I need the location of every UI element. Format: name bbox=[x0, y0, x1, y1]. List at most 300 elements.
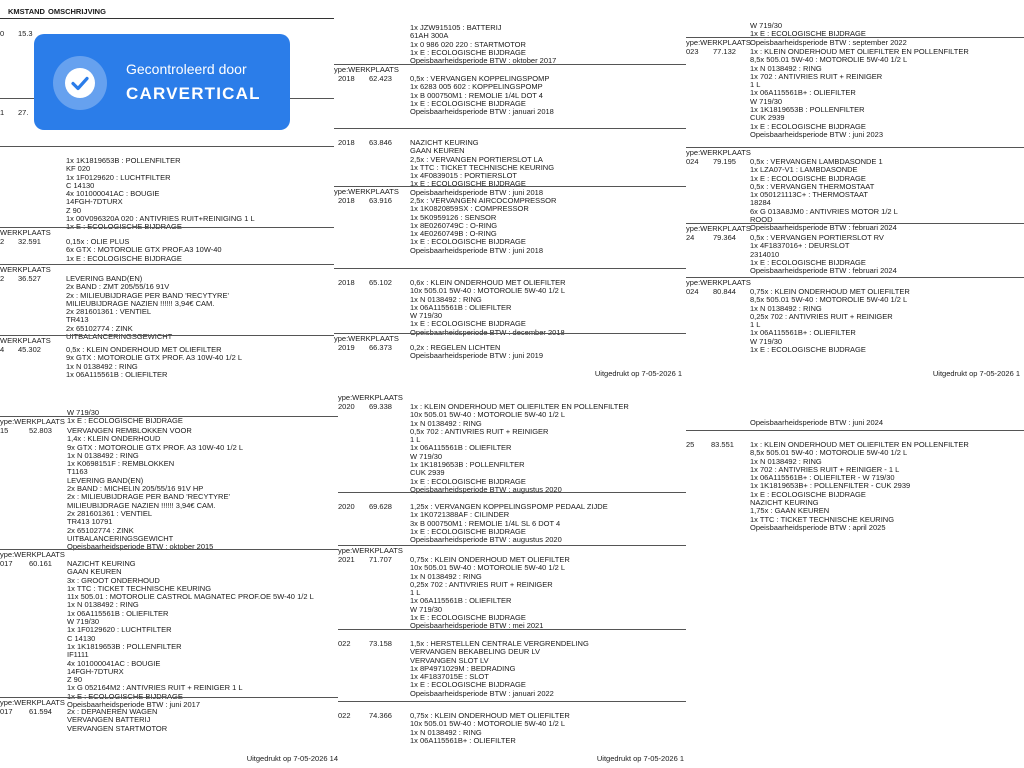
service-entry bbox=[0, 264, 334, 341]
description-line: 1x 8P4971029M : BEDRADING bbox=[410, 663, 516, 673]
description-line: 1x 6283 005 602 : KOPPELINGSPOMP bbox=[410, 82, 543, 92]
description-line: 6x G 013A8JM0 : ANTIVRIES MOTOR 1/2 L bbox=[750, 206, 898, 216]
description-line: Opeisbaarheidsperiode BTW : oktober 2015 bbox=[67, 542, 214, 552]
entry-type: WERKPLAATS bbox=[0, 265, 51, 274]
description-line: Z 90 bbox=[67, 675, 83, 685]
description-line: 1x 06A115561B : OLIEFILTER bbox=[67, 608, 169, 618]
description-line: Opeisbaarheidsperiode BTW : februari 2024 bbox=[750, 266, 897, 276]
service-entry bbox=[338, 545, 688, 631]
entry-type: ype:WERKPLAATS bbox=[338, 546, 403, 555]
description-line: 1x 050121113C+ : THERMOSTAAT bbox=[750, 190, 868, 200]
entry-year: 017 bbox=[0, 707, 13, 716]
description-line: UITBALANCERINGSGEWICHT bbox=[67, 533, 174, 543]
description-line: NAZICHT KEURING bbox=[410, 138, 479, 147]
description-line: 1x 702 : ANTIVRIES RUIT + REINIGER bbox=[750, 71, 883, 81]
description-line: 1x E : ECOLOGISCHE BIJDRAGE bbox=[410, 319, 526, 329]
service-entry bbox=[686, 409, 1024, 427]
description-line: IF1111 bbox=[67, 650, 89, 660]
entry-type: ype:WERKPLAATS bbox=[0, 698, 65, 707]
carvertical-verified-badge bbox=[34, 34, 290, 130]
description-line: 0,75x : KLEIN ONDERHOUD MET OLIEFILTER bbox=[750, 287, 910, 296]
entry-km: 79.195 bbox=[713, 157, 736, 166]
description-line: 1x 1F0129620 : LUCHTFILTER bbox=[66, 172, 171, 182]
description-line: Opeisbaarheidsperiode BTW : juni 2024 bbox=[750, 418, 883, 427]
description-line: 0,5x : VERVANGEN KOPPELINGSPOMP bbox=[410, 74, 550, 83]
entry-type: ype:WERKPLAATS bbox=[334, 187, 399, 196]
description-line: Opeisbaarheidsperiode BTW : januari 2018 bbox=[410, 107, 554, 117]
description-line: 1x 4F1837015E : SLOT bbox=[410, 672, 489, 682]
entry-description bbox=[67, 427, 342, 551]
description-line: 1x E : ECOLOGISCHE BIJDRAGE bbox=[410, 476, 526, 486]
entry-year: 4 bbox=[0, 345, 5, 354]
description-line: 2,5x : VERVANGEN AIRCOCOMPRESSOR bbox=[410, 196, 557, 205]
entry-description bbox=[750, 48, 1024, 139]
entry-km: 61.594 bbox=[29, 707, 52, 716]
description-line: 1x N 0138492 : RING bbox=[410, 294, 482, 304]
print-footer: Uitgedrukt op 7-05-2026 1 bbox=[594, 368, 682, 378]
entry-type: ype:WERKPLAATS bbox=[686, 148, 751, 157]
description-line: 10x 505.01 5W-40 : MOTOROLIE 5W-40 1/2 L bbox=[410, 410, 566, 420]
description-line: MILIEUBIJDRAGE NAZIEN !!!!!! 3,94€ CAM. bbox=[67, 500, 216, 510]
entry-description bbox=[67, 560, 342, 709]
description-line: 1x 1K1819653B+ : POLLENFILTER - CUK 2939 bbox=[750, 481, 911, 491]
entry-year: 017 bbox=[0, 559, 13, 568]
entry-type bbox=[686, 12, 1024, 22]
description-line: 1x 1K1819653B : POLLENFILTER bbox=[67, 641, 182, 651]
description-line: 1x 4F0839015 : PORTIERSLOT bbox=[410, 171, 517, 181]
description-line: 3x : GROOT ONDERHOUD bbox=[67, 575, 160, 585]
description-line: C 14130 bbox=[66, 180, 95, 190]
entry-km: 60.161 bbox=[29, 559, 52, 568]
entry-km: 36.527 bbox=[18, 274, 41, 283]
description-line: CUK 2939 bbox=[750, 113, 785, 123]
entry-description bbox=[410, 197, 686, 255]
entry-year: 024 bbox=[686, 157, 699, 166]
description-line: VERVANGEN BEKABELING DEUR LV bbox=[410, 647, 541, 657]
description-line: 1x 06A115561B+ : OLIEFILTER bbox=[750, 88, 856, 98]
description-line: 0,75x : KLEIN ONDERHOUD MET OLIEFILTER bbox=[410, 711, 570, 720]
description-line: 1x N 0138492 : RING bbox=[750, 456, 822, 466]
entry-year: 022 bbox=[338, 639, 351, 648]
description-line: GAAN KEUREN bbox=[67, 567, 122, 577]
description-line: 1x B 000750M1 : REMOLIE 1/4L DOT 4 bbox=[410, 90, 543, 100]
entry-km: 45.302 bbox=[18, 345, 41, 354]
entry-type: ype:WERKPLAATS bbox=[334, 334, 399, 343]
description-line: KF 020 bbox=[66, 164, 91, 174]
description-line: W 719/30 bbox=[410, 451, 443, 461]
description-line: 1x E : ECOLOGISCHE BIJDRAGE bbox=[750, 173, 866, 183]
description-line: 1x E : ECOLOGISCHE BIJDRAGE bbox=[410, 179, 526, 189]
description-line: Opeisbaarheidsperiode BTW : augustus 2020 bbox=[410, 484, 562, 494]
description-line: LEVERING BAND(EN) bbox=[67, 475, 144, 485]
description-line: 1x 0 986 020 220 : STARTMOTOR bbox=[410, 39, 526, 49]
description-line: 1 L bbox=[750, 320, 761, 330]
description-line: 1x JZW915105 : BATTERIJ bbox=[410, 23, 502, 32]
entry-description bbox=[66, 346, 334, 379]
entry-type bbox=[0, 20, 334, 30]
entry-km: 74.366 bbox=[369, 711, 392, 720]
description-line: 9x GTX : MOTOROLIE GTX PROF. A3 10W-40 1/2 L bbox=[67, 442, 244, 452]
entry-description bbox=[410, 640, 688, 698]
description-line: 1x 5K0959126 : SENSOR bbox=[410, 212, 497, 222]
description-line: W 719/30 bbox=[410, 604, 443, 614]
description-line: 3x B 000750M1 : REMOLIE 1/4L SL 6 DOT 4 bbox=[410, 518, 561, 528]
description-line: 1x E : ECOLOGISCHE BIJDRAGE bbox=[67, 691, 183, 701]
service-entry bbox=[0, 697, 342, 733]
description-line: 1x 1K1819653B : POLLENFILTER bbox=[750, 105, 865, 115]
entry-type: ype:WERKPLAATS bbox=[0, 417, 65, 426]
entry-km: 69.628 bbox=[369, 502, 392, 511]
entry-type bbox=[334, 14, 686, 24]
description-line: TR413 10791 bbox=[67, 517, 113, 527]
entry-year: 2020 bbox=[338, 502, 355, 511]
description-line: 0,2x : REGELEN LICHTEN bbox=[410, 343, 501, 352]
description-line: NAZICHT KEURING bbox=[750, 498, 819, 508]
description-line: CUK 2939 bbox=[410, 468, 445, 478]
description-line: 1x E : ECOLOGISCHE BIJDRAGE bbox=[410, 237, 526, 247]
description-line: 2x : DEPANEREN WAGEN bbox=[67, 707, 158, 716]
description-line: 1x 1K1819653B : POLLENFILTER bbox=[410, 460, 525, 470]
description-line: 0,5x : VERVANGEN PORTIERSLOT RV bbox=[750, 233, 884, 242]
description-line: 10x 505.01 5W-40 : MOTOROLIE 5W-40 1/2 L bbox=[410, 286, 566, 296]
entry-km: 63.846 bbox=[369, 138, 392, 147]
description-line: Opeisbaarheidsperiode BTW : december 2018 bbox=[410, 327, 565, 337]
service-entry bbox=[686, 277, 1024, 354]
invoice-page-5 bbox=[338, 393, 688, 768]
service-entry bbox=[338, 492, 688, 544]
description-line: 9x GTX : MOTOROLIE GTX PROF. A3 10W-40 1/2 L bbox=[66, 353, 243, 363]
description-line: Opeisbaarheidsperiode BTW : mei 2021 bbox=[410, 621, 544, 631]
invoice-page-6 bbox=[686, 393, 1024, 768]
entry-description bbox=[66, 157, 334, 232]
description-line: Opeisbaarheidsperiode BTW : augustus 2020 bbox=[410, 535, 562, 545]
description-line: 1x TTC : TICKET TECHNISCHE KEURING bbox=[750, 514, 895, 524]
service-entry bbox=[686, 223, 1024, 275]
description-line: 1x E : ECOLOGISCHE BIJDRAGE bbox=[750, 121, 866, 131]
description-line: 11x 505.01 : MOTOROLIE CASTROL MAGNATEC PROF.OE 5W-40 1/2 L bbox=[67, 592, 314, 602]
print-footer: Uitgedrukt op 7-05-2026 1 bbox=[596, 753, 684, 763]
entry-type: WERKPLAATS bbox=[0, 228, 51, 237]
description-line: 1x 1K0820859SX : COMPRESSOR bbox=[410, 204, 529, 214]
entry-description bbox=[750, 234, 1024, 275]
description-line: 1,5x : HERSTELLEN CENTRALE VERGRENDELING bbox=[410, 639, 589, 648]
print-footer: Uitgedrukt op 7-05-2026 1 bbox=[932, 368, 1020, 378]
entry-year: 2018 bbox=[338, 278, 355, 287]
description-line: 10x 505.01 5W-40 : MOTOROLIE 5W-40 1/2 L bbox=[410, 719, 566, 729]
entry-description bbox=[410, 556, 688, 631]
description-line: TR413 bbox=[66, 315, 89, 325]
description-line: 2x : MILIEUBIJDRAGE PER BAND 'RECYTYRE' bbox=[67, 492, 230, 502]
entry-km: 52.803 bbox=[29, 426, 52, 435]
entry-description bbox=[410, 503, 688, 544]
entry-year: 2018 bbox=[338, 138, 355, 147]
description-line: VERVANGEN BATTERIJ bbox=[67, 715, 151, 725]
entry-km: 73.158 bbox=[369, 639, 392, 648]
entry-description bbox=[410, 24, 686, 65]
description-line: 1x 06A115561B : OLIEFILTER bbox=[410, 596, 512, 606]
description-line: 8,5x 505.01 5W-40 : MOTOROLIE 5W-40 1/2 L bbox=[750, 448, 908, 458]
description-line: 2x : MILIEUBIJDRAGE PER BAND 'RECYTYRE' bbox=[66, 290, 229, 300]
description-line: 1x : KLEIN ONDERHOUD MET OLIEFILTER EN POLLENFILTER bbox=[750, 47, 969, 56]
description-line: 2314010 bbox=[750, 249, 780, 259]
entry-description bbox=[410, 279, 686, 337]
description-line: 1 L bbox=[410, 588, 421, 598]
description-line: Opeisbaarheidsperiode BTW : april 2025 bbox=[750, 522, 886, 532]
description-line: 1x 4E0260749B : O-RING bbox=[410, 229, 497, 239]
description-line: 1x E : ECOLOGISCHE BIJDRAGE bbox=[67, 416, 183, 426]
entry-year: 0 bbox=[0, 29, 5, 38]
description-line: 1x 4F1837016+ : DEURSLOT bbox=[750, 241, 850, 251]
entry-year: 023 bbox=[686, 47, 699, 56]
entry-km: 83.551 bbox=[711, 440, 734, 449]
service-entry bbox=[0, 332, 334, 379]
description-line: 1 L bbox=[750, 80, 761, 90]
entry-year: 2018 bbox=[338, 74, 355, 83]
invoice-page-4 bbox=[0, 393, 342, 768]
description-line: 0,5x 702 : ANTIVRIES RUIT + REINIGER bbox=[410, 426, 549, 436]
entry-type: ype:WERKPLAATS bbox=[686, 278, 751, 287]
description-line: 2x 65102774 : ZINK bbox=[67, 525, 134, 535]
entry-year: 022 bbox=[338, 711, 351, 720]
service-entry bbox=[338, 393, 688, 494]
description-line: 2x 281601361 : VENTIEL bbox=[67, 508, 153, 518]
description-line: 1x TTC : TICKET TECHNISCHE KEURING bbox=[410, 162, 555, 172]
entry-description bbox=[410, 712, 688, 745]
description-line: 2x BAND : MICHELIN 205/55/16 91V HP bbox=[67, 484, 204, 494]
description-line: 1x 8E0260749C : O-RING bbox=[410, 220, 498, 230]
description-line: ROOD bbox=[750, 215, 773, 225]
service-entry bbox=[334, 64, 686, 116]
description-line: 14FGH-7DTURX bbox=[66, 197, 123, 207]
description-line: 4x 101000041AC : BOUGIE bbox=[66, 189, 160, 199]
entry-year: 2 bbox=[0, 274, 5, 283]
description-line: 1x E : ECOLOGISCHE BIJDRAGE bbox=[750, 489, 866, 499]
print-footer: Uitgedrukt op 7-05-2026 14 bbox=[246, 753, 338, 763]
description-line: 1x N 0138492 : RING bbox=[67, 450, 139, 460]
description-line: Z 90 bbox=[66, 205, 82, 215]
entry-description bbox=[750, 158, 1024, 233]
entry-type: ype:WERKPLAATS bbox=[686, 38, 751, 47]
description-line: 2,5x : VERVANGEN PORTIERSLOT LA bbox=[410, 154, 543, 164]
service-entry bbox=[338, 629, 688, 698]
entry-year: 2 bbox=[0, 237, 5, 246]
entry-type: ype:WERKPLAATS bbox=[334, 65, 399, 74]
entry-description bbox=[410, 75, 686, 116]
description-line: UITBALANCERINGSGEWICHT bbox=[66, 332, 173, 342]
description-line: 1x E : ECOLOGISCHE BIJDRAGE bbox=[750, 345, 866, 355]
description-line: 1x E : ECOLOGISCHE BIJDRAGE bbox=[66, 253, 182, 263]
entry-km: 77.132 bbox=[713, 47, 736, 56]
description-line: 1x N 0138492 : RING bbox=[410, 571, 482, 581]
service-entry bbox=[0, 549, 342, 709]
description-line: Opeisbaarheidsperiode BTW : juni 2018 bbox=[410, 187, 543, 197]
description-line: 1x E : ECOLOGISCHE BIJDRAGE bbox=[66, 222, 182, 232]
description-line: MILIEUBIJDRAGE NAZIEN !!!!!! 3,94€ CAM. bbox=[66, 298, 215, 308]
description-line: 1x E : ECOLOGISCHE BIJDRAGE bbox=[410, 613, 526, 623]
service-entry bbox=[0, 20, 334, 38]
entry-description bbox=[750, 419, 1024, 427]
description-line: 61AH 300A bbox=[410, 31, 449, 41]
description-line: 1x N 0138492 : RING bbox=[410, 418, 482, 428]
service-entry bbox=[0, 227, 334, 263]
description-line: 10x 505.01 5W-40 : MOTOROLIE 5W-40 1/2 L bbox=[410, 563, 566, 573]
description-line: Opeisbaarheidsperiode BTW : september 2022 bbox=[750, 37, 907, 47]
description-line: 0,25x 702 : ANTIVRIES RUIT + REINIGER bbox=[410, 579, 553, 589]
entry-km: 66.373 bbox=[369, 343, 392, 352]
entry-year: 2019 bbox=[338, 343, 355, 352]
description-line: 0,5x : VERVANGEN LAMBDASONDE 1 bbox=[750, 157, 883, 166]
description-line: 0,25x 702 : ANTIVRIES RUIT + REINIGER bbox=[750, 311, 893, 321]
description-line: 1x N 0138492 : RING bbox=[750, 63, 822, 73]
badge-verified-text: Gecontroleerd door bbox=[126, 61, 247, 77]
service-entry bbox=[686, 37, 1024, 139]
invoice-page-3 bbox=[686, 0, 1024, 383]
description-line: W 719/30 bbox=[750, 21, 783, 30]
description-line: 1x : KLEIN ONDERHOUD MET OLIEFILTER EN POLLENFILTER bbox=[410, 402, 629, 411]
description-line: 1x N 0138492 : RING bbox=[410, 727, 482, 737]
entry-km: 80.844 bbox=[713, 287, 736, 296]
entry-year: 2018 bbox=[338, 196, 355, 205]
description-line: 8,5x 505.01 5W-40 : MOTOROLIE 5W-40 1/2 L bbox=[750, 55, 908, 65]
invoice-page-2 bbox=[334, 0, 686, 383]
description-line: 1,25x : VERVANGEN KOPPELINGSPOMP PEDAAL ZIJDE bbox=[410, 502, 608, 511]
description-line: 8,5x 505.01 5W-40 : MOTOROLIE 5W-40 1/2 L bbox=[750, 295, 908, 305]
entry-description bbox=[750, 288, 1024, 354]
entry-type: ype:WERKPLAATS bbox=[686, 224, 751, 233]
description-line: Opeisbaarheidsperiode BTW : juni 2019 bbox=[410, 351, 543, 361]
check-circle-icon bbox=[53, 56, 107, 110]
description-line: 1x N 0138492 : RING bbox=[67, 600, 139, 610]
description-line: LEVERING BAND(EN) bbox=[66, 274, 143, 283]
description-line: 1x N 0138492 : RING bbox=[66, 361, 138, 371]
entry-description bbox=[67, 708, 342, 733]
entry-km: 65.102 bbox=[369, 278, 392, 287]
description-line: 2x BAND : ZMT 205/55/16 91V bbox=[66, 282, 170, 292]
description-line: 0,15x : OLIE PLUS bbox=[66, 237, 130, 246]
description-line: 1x E : ECOLOGISCHE BIJDRAGE bbox=[410, 526, 526, 536]
description-line: GAAN KEUREN bbox=[410, 146, 465, 156]
description-line: 1x 06A115561B : OLIEFILTER bbox=[410, 443, 512, 453]
description-line: Opeisbaarheidsperiode BTW : juni 2023 bbox=[750, 129, 883, 139]
entry-km: 71.707 bbox=[369, 555, 392, 564]
description-line: 1x E : ECOLOGISCHE BIJDRAGE bbox=[410, 98, 526, 108]
entry-km: 69.338 bbox=[369, 402, 392, 411]
service-entry bbox=[334, 333, 686, 361]
entry-description bbox=[66, 238, 334, 263]
header-km: KMSTAND bbox=[8, 7, 45, 16]
description-line: 1x E : ECOLOGISCHE BIJDRAGE bbox=[410, 47, 526, 57]
description-line: 1x G 052164M2 : ANTIVRIES RUIT + REINIGER 1 L bbox=[67, 683, 243, 693]
table-header bbox=[0, 0, 334, 19]
entry-description bbox=[750, 441, 1024, 532]
service-entry bbox=[686, 147, 1024, 233]
description-line: 2x 65102774 : ZINK bbox=[66, 323, 133, 333]
entry-year: 2021 bbox=[338, 555, 355, 564]
description-line: 0,5x : KLEIN ONDERHOUD MET OLIEFILTER bbox=[66, 345, 222, 354]
description-line: W 719/30 bbox=[750, 96, 783, 106]
description-line: 1x E : ECOLOGISCHE BIJDRAGE bbox=[750, 29, 866, 39]
entry-description bbox=[410, 403, 688, 494]
description-line: W 719/30 bbox=[410, 311, 443, 321]
description-line: 1,75x : GAAN KEUREN bbox=[750, 506, 830, 516]
description-line: Opeisbaarheidsperiode BTW : februari 2024 bbox=[750, 223, 897, 233]
entry-km: 63.916 bbox=[369, 196, 392, 205]
description-line: C 14130 bbox=[67, 633, 96, 643]
description-line: Opeisbaarheidsperiode BTW : oktober 2017 bbox=[410, 56, 557, 66]
description-line: 0,6x : KLEIN ONDERHOUD MET OLIEFILTER bbox=[410, 278, 566, 287]
description-line: 2x 281601361 : VENTIEL bbox=[66, 307, 152, 317]
description-line: 1x 1K1819653B : POLLENFILTER bbox=[66, 156, 181, 165]
description-line: 1x N 0138492 : RING bbox=[750, 303, 822, 313]
description-line: 1x : KLEIN ONDERHOUD MET OLIEFILTER EN POLLENFILTER bbox=[750, 440, 969, 449]
service-entry bbox=[0, 416, 342, 551]
description-line: 1x 06A115561B : OLIEFILTER bbox=[410, 302, 512, 312]
description-line: 1,4x : KLEIN ONDERHOUD bbox=[67, 434, 161, 444]
service-entry bbox=[0, 146, 334, 232]
description-line: W 719/30 bbox=[67, 408, 100, 417]
description-line: VERVANGEN STARTMOTOR bbox=[67, 723, 168, 733]
service-entry bbox=[334, 14, 686, 65]
service-entry bbox=[686, 430, 1024, 532]
entry-type: ype:WERKPLAATS bbox=[0, 550, 65, 559]
entry-year: 15 bbox=[0, 426, 9, 435]
description-line: 1x 06A115561B : OLIEFILTER bbox=[66, 369, 168, 379]
description-line: Opeisbaarheidsperiode BTW : juni 2017 bbox=[67, 700, 200, 710]
carvertical-logo: CARVERTICAL bbox=[126, 84, 261, 103]
entry-type: ype:WERKPLAATS bbox=[338, 393, 403, 402]
entry-km: 27. bbox=[18, 108, 29, 117]
description-line: 4x 101000041AC : BOUGIE bbox=[67, 658, 161, 668]
description-line: Opeisbaarheidsperiode BTW : januari 2022 bbox=[410, 688, 554, 698]
header-description: OMSCHRIJVING bbox=[48, 7, 106, 16]
description-line: 1x E : ECOLOGISCHE BIJDRAGE bbox=[750, 257, 866, 267]
description-line: NAZICHT KEURING bbox=[67, 559, 136, 568]
entry-description bbox=[66, 275, 334, 341]
service-entry bbox=[338, 701, 688, 745]
description-line: 1x E : ECOLOGISCHE BIJDRAGE bbox=[410, 680, 526, 690]
description-line: T1163 bbox=[67, 467, 88, 477]
description-line: 1x 00V096320A 020 : ANTIVRIES RUIT+REINIGING 1 L bbox=[66, 214, 255, 224]
entry-year: 1 bbox=[0, 108, 5, 117]
entry-year: 2020 bbox=[338, 402, 355, 411]
description-line: W 719/30 bbox=[67, 617, 100, 627]
entry-km: 62.423 bbox=[369, 74, 392, 83]
entry-km: 79.364 bbox=[713, 233, 736, 242]
entry-year: 25 bbox=[686, 440, 695, 449]
entry-km: 32.591 bbox=[18, 237, 41, 246]
description-line: 1x 1F0129620 : LUCHTFILTER bbox=[67, 625, 172, 635]
entry-type bbox=[0, 399, 342, 409]
entry-description bbox=[410, 344, 686, 361]
entry-type: WERKPLAATS bbox=[0, 336, 51, 345]
description-line: 18284 bbox=[750, 198, 771, 208]
description-line: Opeisbaarheidsperiode BTW : juni 2018 bbox=[410, 245, 543, 255]
description-line: W 719/30 bbox=[750, 336, 783, 346]
description-line: 1x 06A115561B+ : OLIEFILTER - W 719/30 bbox=[750, 473, 895, 483]
service-entry bbox=[334, 268, 686, 337]
entry-year: 024 bbox=[686, 287, 699, 296]
description-line: VERVANGEN SLOT LV bbox=[410, 655, 489, 665]
entry-year: 24 bbox=[686, 233, 695, 242]
description-line: 6x GTX : MOTOROLIE GTX PROF.A3 10W-40 bbox=[66, 245, 222, 255]
description-line: 1x 702 : ANTIVRIES RUIT + REINIGER - 1 L bbox=[750, 464, 900, 474]
description-line: 1x LZA07-V1 : LAMBDASONDE bbox=[750, 165, 858, 175]
description-line: 1 L bbox=[410, 435, 421, 445]
description-line: 0,5x : VERVANGEN THERMOSTAAT bbox=[750, 181, 875, 191]
description-line: 1x 06A115561B+ : OLIEFILTER bbox=[410, 735, 516, 745]
description-line: VERVANGEN REMBLOKKEN VOOR bbox=[67, 426, 192, 435]
service-entry bbox=[334, 186, 686, 255]
